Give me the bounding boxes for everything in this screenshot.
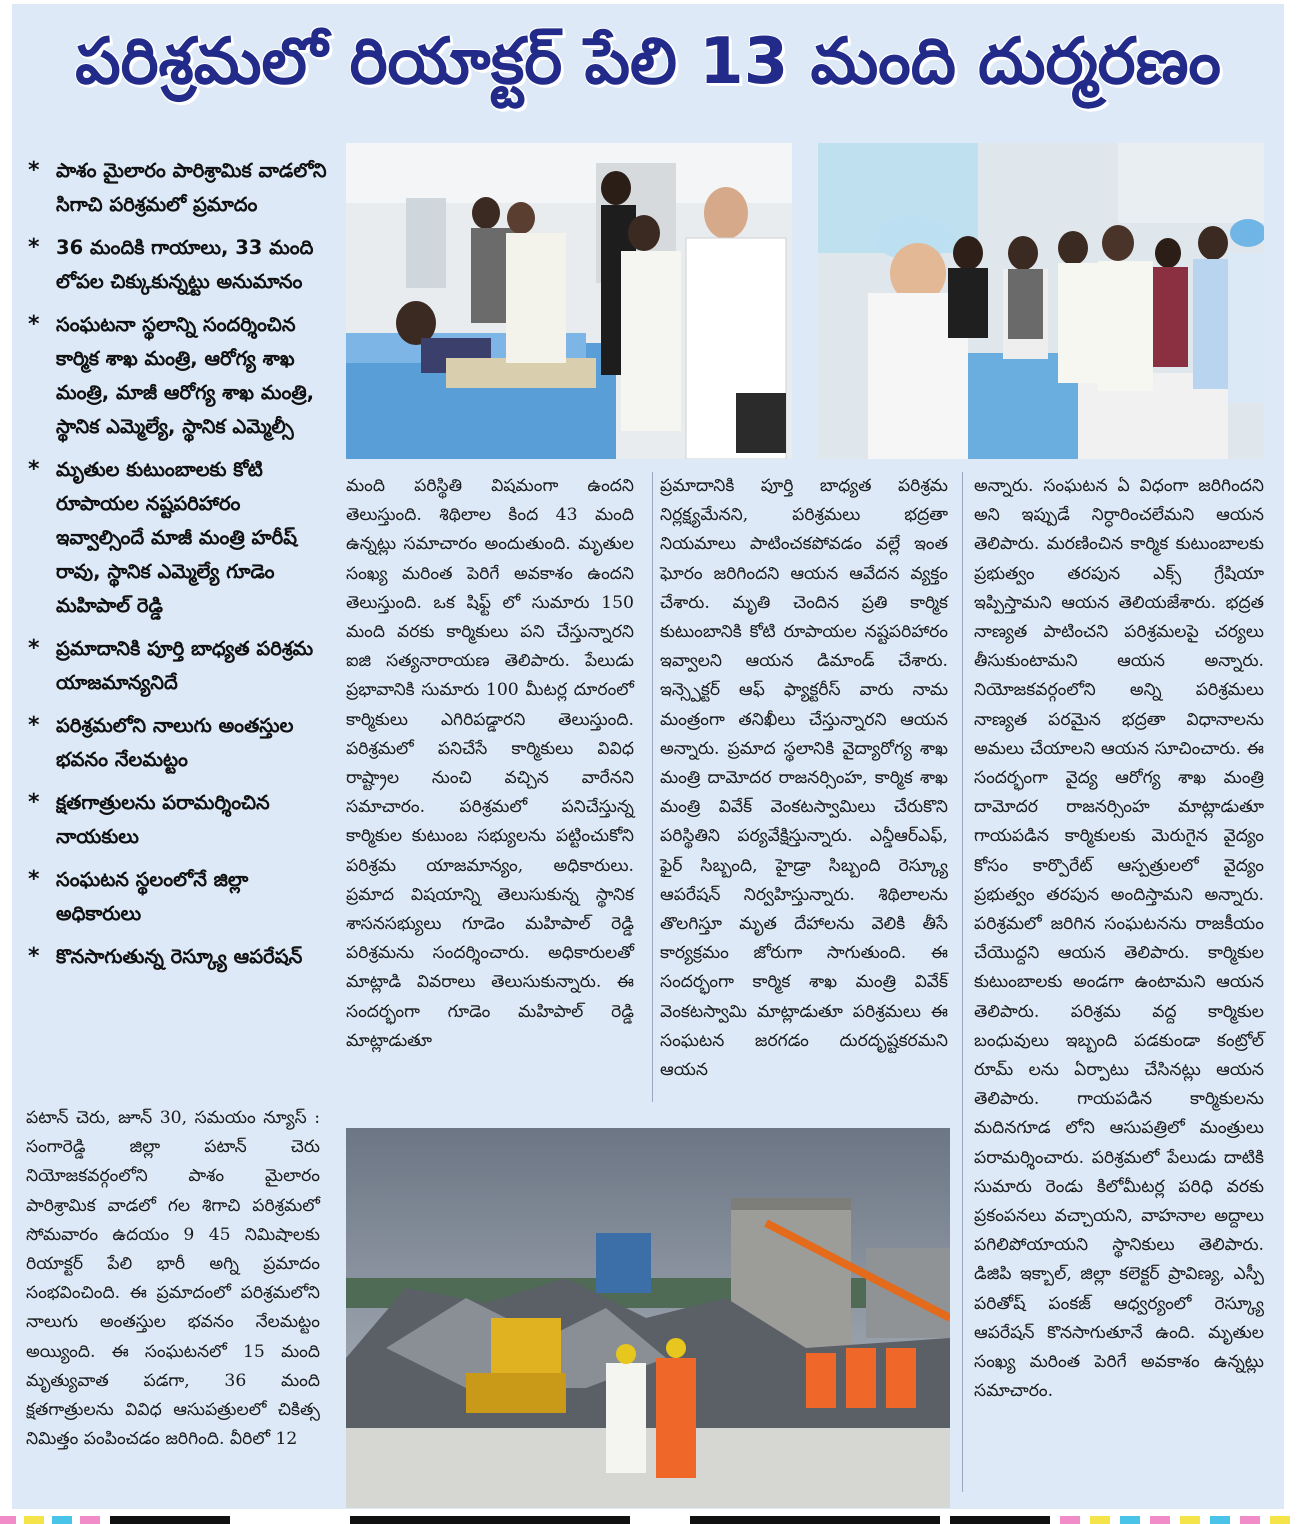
highlight-item	[26, 863, 334, 931]
color-swatch	[950, 1516, 1050, 1524]
color-swatch	[0, 1516, 16, 1524]
highlight-item	[26, 453, 334, 623]
bullet-star-icon: *	[28, 312, 40, 337]
bullet-star-icon: *	[28, 713, 40, 738]
color-swatch	[1090, 1516, 1110, 1524]
highlight-item	[26, 940, 334, 974]
newspaper-page	[12, 4, 1284, 1509]
highlights-list	[26, 154, 334, 983]
highlight-text: క్షతగాత్రులను పరామర్శించిన నాయకులు	[56, 791, 270, 848]
highlight-text: పరిశ్రమలోని నాలుగు అంతస్తుల భవనం నేలమట్టం	[56, 714, 294, 771]
column-rule	[962, 472, 963, 1492]
print-color-strip	[0, 1512, 1301, 1524]
highlight-item	[26, 231, 334, 299]
column-rule	[652, 472, 653, 1102]
highlight-item	[26, 308, 334, 444]
headline: పరిశ్రమలో రియాక్టర్ పేలి 13 మంది దుర్మరణం	[75, 25, 1221, 99]
bullet-star-icon: *	[28, 636, 40, 661]
bullet-star-icon: *	[28, 457, 40, 482]
bullet-star-icon: *	[28, 867, 40, 892]
color-swatch	[1270, 1516, 1290, 1524]
color-swatch	[350, 1516, 630, 1524]
color-swatch	[110, 1516, 230, 1524]
highlight-item	[26, 786, 334, 854]
article-column-3: ప్రమాదానికి పూర్తి బాధ్యత పరిశ్రమ నిర్లక్ష్యమేనని, పరిశ్రమలు భద్రతా నియమాలు పాటించకపోవడం వల్లే ఇంత ఘోరం జరిగిందని ఆయన ఆవేదన వ్యక్తం చేశారు. మృతి చెందిన ప్రతి కార్మిక కుటుంబానికి కోటి రూపాయల నష్టపరిహారం ఇవ్వాలని ఆయన డిమాండ్ చేశారు. ఇన్స్పెక్టర్ ఆఫ్ ఫ్యాక్టరీస్ వారు నామ మంత్రంగా తనిఖీలు చేస్తున్నారని ఆయన అన్నారు. ప్రమాద స్థలానికి వైద్యారోగ్య శాఖ మంత్రి దామోదర రాజనర్సింహ, కార్మిక శాఖ మంత్రి వివేక్ వెంకటస్వామిలు చేరుకొని పరిస్థితిని పర్యవేక్షిస్తున్నారు. ఎన్డీఆర్ఎఫ్, ఫైర్ సిబ్బంది, హైడ్రా సిబ్బంది రెస్క్యూ ఆపరేషన్ నిర్వహిస్తున్నారు. శిథిలాలను తొలగిస్తూ మృత దేహాలను వెలికి తీసే కార్యక్రమం జోరుగా సాగుతుంది. ఈ సందర్భంగా కార్మిక శాఖ మంత్రి వివేక్ వెంకటస్వామి మాట్లాడుతూ పరిశ్రమలు ఈ సంఘటన జరగడం దురదృష్టకరమని ఆయన	[660, 476, 948, 1081]
highlight-text: కొనసాగుతున్న రెస్క్యూ ఆపరేషన్	[56, 945, 303, 968]
color-swatch	[1180, 1516, 1200, 1524]
color-swatch	[690, 1516, 940, 1524]
highlight-text: పాశం మైలారం పారిశ్రామిక వాడలోని సిగాచి పరిశ్రమలో ప్రమాదం	[56, 159, 327, 216]
highlight-text: సంఘటనా స్థలాన్ని సందర్శించిన కార్మిక శాఖ మంత్రి, ఆరోగ్య శాఖ మంత్రి, మాజీ ఆరోగ్య శాఖ మంత్రి, స్థానిక ఎమ్మెల్యే, స్థానిక ఎమ్మెల్సీ	[56, 313, 314, 438]
highlight-item	[26, 709, 334, 777]
color-swatch	[1210, 1516, 1230, 1524]
highlight-text: సంఘటన స్థలంలోనే జిల్లా అధికారులు	[56, 868, 249, 925]
bullet-star-icon: *	[28, 790, 40, 815]
color-swatch	[80, 1516, 100, 1524]
color-swatch	[1120, 1516, 1140, 1524]
photo-collapsed-factory	[346, 1128, 950, 1508]
color-swatch	[52, 1516, 72, 1524]
color-swatch	[24, 1516, 44, 1524]
color-swatch	[1240, 1516, 1260, 1524]
article-column-2: మంది పరిస్థితి విషమంగా ఉందని తెలుస్తుంది. శిథిలాల కింద 43 మంది ఉన్నట్లు సమాచారం అందుతుంది. మృతుల సంఖ్య మరింత పెరిగే అవకాశం ఉందని తెలుస్తుంది. ఒక షిఫ్ట్ లో సుమారు 150 మంది వరకు కార్మికులు పని చేస్తున్నారని ఐజి సత్యనారాయణ తెలిపారు. పేలుడు ప్రభావానికి సుమారు 100 మీటర్ల దూరంలో కార్మికులు ఎగిరిపడ్డారని తెలుస్తుంది. పరిశ్రమలో పనిచేసే కార్మికులు వివిధ రాష్ట్రాల నుంచి వచ్చిన వారేనని సమాచారం. పరిశ్రమలో పనిచేస్తున్న కార్మికుల కుటుంబ సభ్యులను పట్టించుకోని పరిశ్రమ యాజమాన్యం, అధికారులు. ప్రమాద విషయాన్ని తెలుసుకున్న స్థానిక శాసనసభ్యులు గూడెం మహిపాల్ రెడ్డి పరిశ్రమను సందర్శించారు. అధికారులతో మాట్లాడి వివరాలు తెలుసుకున్నారు. ఈ సందర్భంగా గూడెం మహిపాల్ రెడ్డి మాట్లాడుతూ	[346, 476, 634, 1051]
color-swatch	[640, 1516, 680, 1524]
bullet-star-icon: *	[28, 944, 40, 969]
highlight-text: 36 మందికి గాయాలు, 33 మంది లోపల చిక్కుకున్నట్టు అనుమానం	[56, 236, 314, 293]
highlight-item	[26, 632, 334, 700]
highlight-item	[26, 154, 334, 222]
photo-hospital-visit-right	[818, 143, 1264, 459]
bullet-star-icon: *	[28, 158, 40, 183]
article-column-1: పటాన్ చెరు, జూన్ 30, సమయం న్యూస్ : సంగారెడ్డి జిల్లా పటాన్ చెరు నియోజకవర్గంలోని పాశం మైలారం పారిశ్రామిక వాడలో గల శిగాచి పరిశ్రమలో సోమవారం ఉదయం 9 45 నిమిషాలకు రియాక్టర్ పేలి భారీ అగ్ని ప్రమాదం సంభవించింది. ఈ ప్రమాదంలో పరిశ్రమలోని నాలుగు అంతస్తుల భవనం నేలమట్టం అయ్యింది. ఈ సంఘటనలో 15 మంది మృత్యువాత పడగా, 36 మంది క్షతగాత్రులను వివిధ ఆసుపత్రులలో చికిత్స నిమిత్తం పంపించడం జరిగింది. వీరిలో 12	[26, 1108, 320, 1450]
color-swatch	[240, 1516, 340, 1524]
highlight-text: ప్రమాదానికి పూర్తి బాధ్యత పరిశ్రమ యాజమాన్యనిదే	[56, 637, 314, 694]
color-swatch	[1060, 1516, 1080, 1524]
highlight-text: మృతుల కుటుంబాలకు కోటి రూపాయల నష్టపరిహారం ఇవ్వాల్సిందే మాజీ మంత్రి హరీష్ రావు, స్థానిక ఎమ్మెల్యే గూడెం మహిపాల్ రెడ్డి	[56, 458, 298, 617]
bullet-star-icon: *	[28, 235, 40, 260]
color-swatch	[1150, 1516, 1170, 1524]
photo-hospital-visit-left	[346, 143, 792, 459]
article-column-4: అన్నారు. సంఘటన ఏ విధంగా జరిగిందని అని ఇప్పుడే నిర్ధారించలేమని ఆయన తెలిపారు. మరణించిన కార్మిక కుటుంబాలకు ప్రభుత్వం తరపున ఎక్స్ గ్రేషియా ఇప్పిస్తామని ఆయన తెలియజేశారు. భద్రత నాణ్యత పాటించని పరిశ్రమలపై చర్యలు తీసుకుంటామని ఆయన అన్నారు. నియోజకవర్గంలోని అన్ని పరిశ్రమలు నాణ్యత పరమైన భద్రతా విధానాలను అమలు చేయాలని ఆయన సూచించారు. ఈ సందర్భంగా వైద్య ఆరోగ్య శాఖ మంత్రి దామోదర రాజనర్సింహ మాట్లాడుతూ గాయపడిన కార్మికులకు మెరుగైన వైద్యం కోసం కార్పొరేట్ ఆస్పత్రులలో వైద్యం ప్రభుత్వం తరపున అందిస్తామని అన్నారు. పరిశ్రమలో జరిగిన సంఘటనను రాజకీయం చేయొద్దని ఆయన తెలిపారు. కార్మికుల కుటుంబాలకు అండగా ఉంటామని ఆయన తెలిపారు. పరిశ్రమ వద్ద కార్మికుల బంధువులు ఇబ్బంది పడకుండా కంట్రోల్ రూమ్ లను ఏర్పాటు చేసినట్లు ఆయన తెలిపారు. గాయపడిన కార్మికులను మదినగూడ లోని ఆసుపత్రిలో మంత్రులు పరామర్శించారు. పరిశ్రమలో పేలుడు దాటికి సుమారు రెండు కిలోమీటర్ల పరిధి వరకు ప్రకంపనలు వచ్చాయని, వాహనాల అద్దాలు పగిలిపోయాయని స్థానికులు తెలిపారు. డిజిపి ఇక్బాల్, జిల్లా కలెక్టర్ ప్రావిణ్య, ఎస్పీ పరితోష్ పంకజ్ ఆధ్వర్యంలో రెస్క్యూ ఆపరేషన్ కొనసాగుతూనే ఉంది. మృతుల సంఖ్య మరింత పెరిగే అవకాశం ఉన్నట్లు సమాచారం.	[974, 476, 1264, 1402]
